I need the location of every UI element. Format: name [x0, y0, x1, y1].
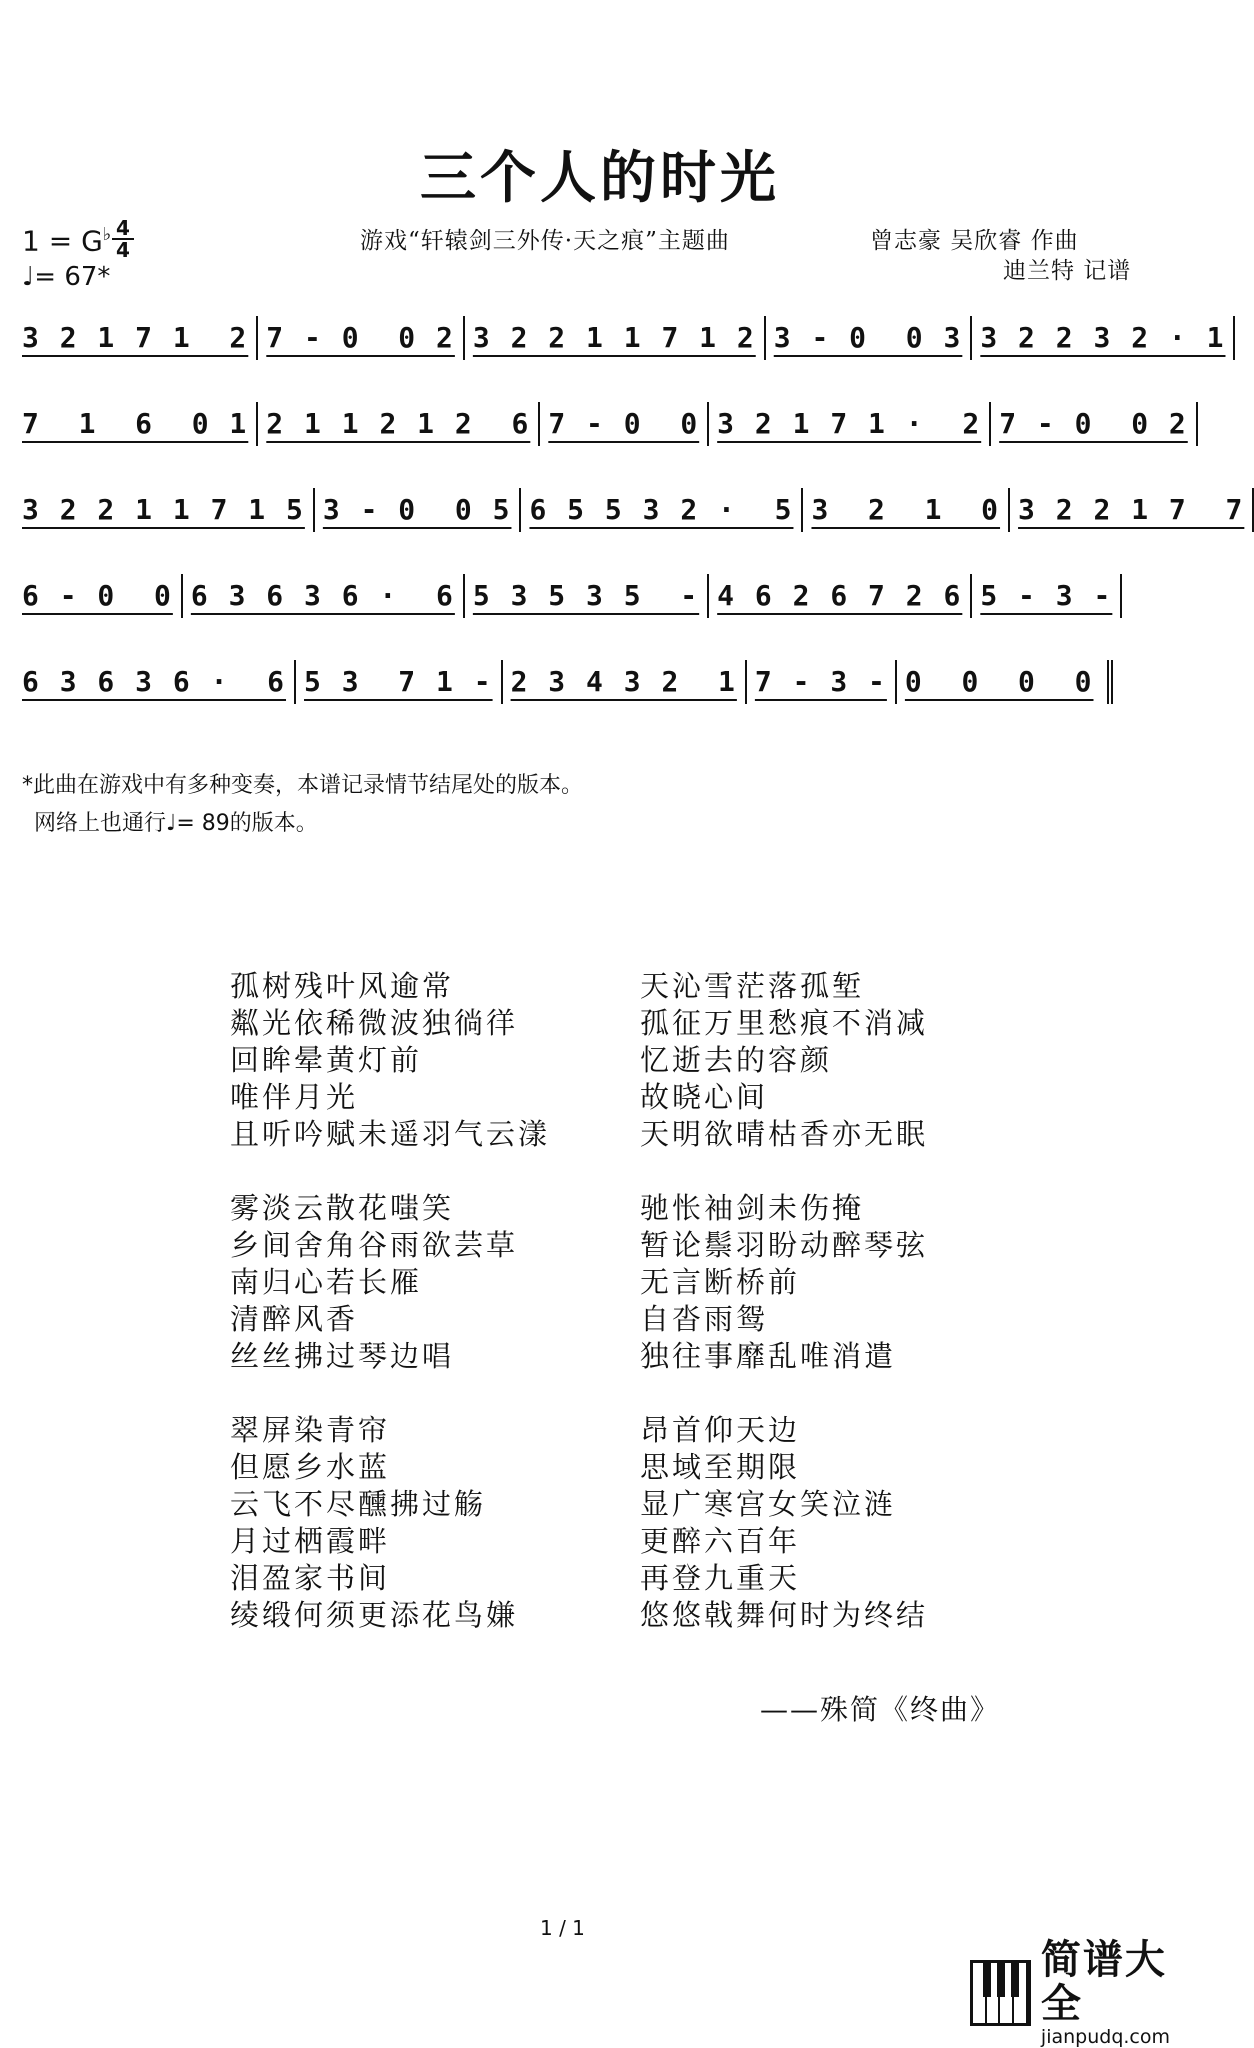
lyric-line: 翠屏染青帘: [230, 1413, 391, 1447]
page-number: 1 / 1: [540, 1916, 585, 1940]
lyrics-left-column: [230, 968, 550, 1671]
notation-line-3: [22, 488, 1245, 548]
lyric-line: 南归心若长雁: [230, 1265, 423, 1299]
lyric-line: 更醉六百年: [640, 1524, 801, 1558]
barline: [256, 402, 258, 446]
measure: 6 - 0 0: [22, 579, 173, 612]
lyric-line: 泪盈家书间: [230, 1561, 391, 1595]
barline: [764, 316, 766, 360]
measure: 5 3 5 3 5 -: [472, 579, 700, 612]
barline: [1233, 316, 1235, 360]
lyric-line: 昂首仰天边: [640, 1413, 801, 1447]
barline: [256, 316, 258, 360]
lyric-line: 清醉风香: [230, 1302, 359, 1336]
lyric-line: 雾淡云散花嗤笑: [230, 1191, 455, 1225]
barline: [707, 574, 709, 618]
measure: 7 - 0 0 2: [266, 321, 455, 354]
measure: 3 2 2 3 2 · 1: [980, 321, 1226, 354]
measure: 7 - 3 -: [754, 665, 887, 698]
lyric-line: 独往事靡乱唯消遣: [640, 1339, 897, 1373]
barline: [313, 488, 315, 532]
time-signature: [112, 218, 134, 260]
measure: 3 - 0 0 3: [773, 321, 963, 354]
lyric-line: 故晓心间: [640, 1080, 769, 1114]
barline: [970, 316, 972, 360]
barline: [1196, 402, 1198, 446]
lyric-line: 绫缎何须更添花鸟嫌: [230, 1598, 519, 1632]
barline: [801, 488, 803, 532]
lyric-line: 孤树残叶风逾常: [230, 969, 455, 1003]
key-text: 1 = G: [22, 224, 103, 258]
brand-url: jianpudq.com: [1040, 2026, 1171, 2048]
piano-icon: [970, 1960, 1031, 2026]
lyric-line: 自沓雨鸳: [640, 1302, 769, 1336]
measure: 6 3 6 3 6 · 6: [22, 665, 287, 698]
tempo-marking: ♩= 67*: [22, 262, 111, 292]
measure: 6 3 6 3 6 · 6: [190, 579, 455, 612]
measure: 3 2 2 1 7 7: [1018, 493, 1245, 526]
lyrics-right-column: [640, 968, 928, 1671]
transcriber-credit: 迪兰特 记谱: [1003, 258, 1132, 284]
lyric-line: 暂论鬃羽盼动醉琴弦: [640, 1228, 929, 1262]
lyric-line: 唯伴月光: [230, 1080, 359, 1114]
lyric-line: 忆逝去的容颜: [640, 1043, 833, 1077]
composer-credit: 曾志豪 吴欣睿 作曲: [870, 228, 1079, 254]
lyric-line: 乡间舍角谷雨欲芸草: [230, 1228, 519, 1262]
time-numerator: 4: [112, 218, 134, 240]
measure: 7 1 6 0 1: [22, 407, 249, 440]
brand-name: 简谱大全: [1040, 1937, 1167, 2027]
flat-icon: ♭: [102, 224, 112, 245]
lyric-line: 天沁雪茫落孤堑: [640, 969, 865, 1003]
score-title: 三个人的时光: [420, 145, 780, 211]
barline: [1120, 574, 1122, 618]
lyric-line: 显广寒宫女笑泣涟: [640, 1487, 897, 1521]
measure: 0 0 0 0: [904, 665, 1094, 698]
lyric-line: 孤征万里愁痕不消减: [640, 1006, 929, 1040]
measure: 3 2 1 7 1 2: [22, 321, 249, 354]
lyric-line: 悠悠戟舞何时为终结: [640, 1598, 929, 1632]
key-signature: [22, 224, 111, 257]
logo-text: [1041, 1938, 1200, 2048]
lyric-line: 回眸晕黄灯前: [230, 1043, 423, 1077]
barline: [538, 402, 540, 446]
final-barline: [1101, 660, 1113, 704]
stanza: [230, 968, 550, 1153]
measure: 3 2 2 1 1 7 1 5: [22, 493, 305, 526]
measure: 3 - 0 0 5: [322, 493, 512, 526]
time-denominator: 4: [116, 238, 130, 262]
barline: [294, 660, 296, 704]
stanza: [640, 1190, 928, 1375]
notation-line-5: [22, 660, 1182, 720]
measure: 2 1 1 2 1 2 6: [266, 407, 531, 440]
measure: 7 - 0 0: [548, 407, 700, 440]
barline: [989, 402, 991, 446]
lyric-line: 天明欲晴枯香亦无眠: [640, 1117, 929, 1151]
notation-line-4: [22, 574, 1182, 634]
measure: 6 5 5 3 2 · 5: [529, 493, 794, 526]
lyric-line: 丝丝拂过琴边唱: [230, 1339, 455, 1373]
footnote-1: *此曲在游戏中有多种变奏，本谱记录情节结尾处的版本。: [22, 773, 584, 798]
subtitle: 游戏“轩辕剑三外传·天之痕”主题曲: [360, 228, 730, 254]
stanza: [230, 1412, 550, 1634]
measure: 3 2 2 1 1 7 1 2: [472, 321, 756, 354]
notation-line-1: [22, 316, 1226, 376]
lyric-line: 且听吟赋未遥羽气云漾: [230, 1117, 551, 1151]
barline: [463, 574, 465, 618]
lyric-line: 再登九重天: [640, 1561, 801, 1595]
lyric-line: 云飞不尽醺拂过觞: [230, 1487, 487, 1521]
barline: [463, 316, 465, 360]
barline: [970, 574, 972, 618]
measure: 3 2 1 7 1 · 2: [717, 407, 982, 440]
stanza: [640, 968, 928, 1153]
measure: 5 3 7 1 -: [304, 665, 493, 698]
barline: [1008, 488, 1010, 532]
stanza: [230, 1190, 550, 1375]
site-logo[interactable]: [970, 1938, 1200, 2048]
measure: 3 2 1 0: [811, 493, 1001, 526]
stanza: [640, 1412, 928, 1634]
measure: 2 3 4 3 2 1: [510, 665, 737, 698]
lyric-line: 驰怅袖剑未伤掩: [640, 1191, 865, 1225]
lyric-line: 粼光依稀微波独徜徉: [230, 1006, 519, 1040]
barline: [745, 660, 747, 704]
barline: [181, 574, 183, 618]
lyric-line: 无言断桥前: [640, 1265, 801, 1299]
barline: [707, 402, 709, 446]
lyric-line: 但愿乡水蓝: [230, 1450, 391, 1484]
lyric-line: 月过栖霞畔: [230, 1524, 391, 1558]
measure: 4 6 2 6 7 2 6: [717, 579, 963, 612]
footnote-2: 网络上也通行♩= 89的版本。: [34, 811, 318, 836]
lyrics-attribution: ——殊简《终曲》: [760, 1693, 1001, 1726]
measure: 7 - 0 0 2: [999, 407, 1188, 440]
barline: [895, 660, 897, 704]
notation-line-2: [22, 402, 1188, 462]
barline: [501, 660, 503, 704]
barline: [519, 488, 521, 532]
measure: 5 - 3 -: [980, 579, 1113, 612]
lyric-line: 思域至期限: [640, 1450, 801, 1484]
